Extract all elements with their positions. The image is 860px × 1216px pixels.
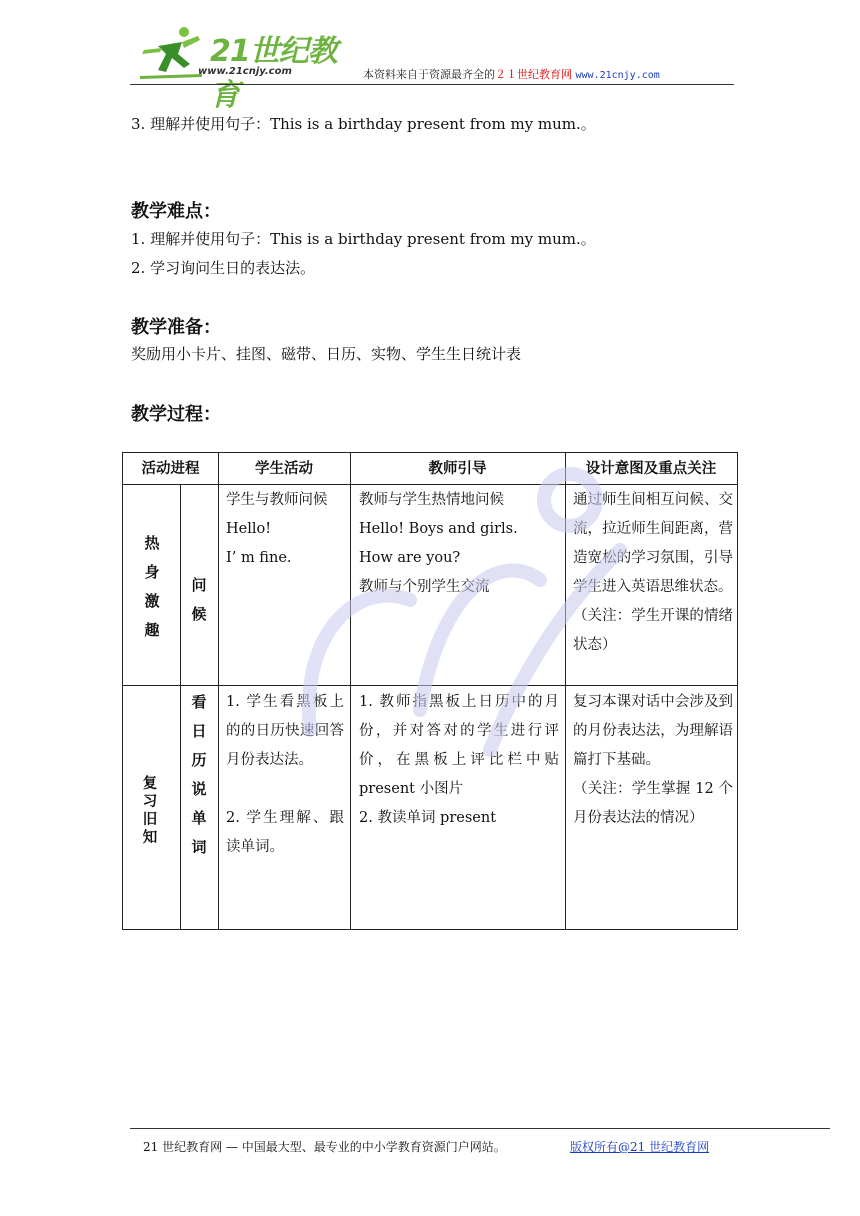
row1-design-text: 通过师生间相互问候、交流，拉近师生间距离，营造宽松的学习氛围，引导学生进入英语思维状态。 [573, 492, 733, 595]
header-design: 设计意图及重点关注 [585, 461, 717, 477]
process-table [122, 452, 738, 930]
row2-student-line-2: 2. 学生理解、跟读单词。 [226, 810, 344, 855]
row1-teacher-line-4: 教师与个别学生交流 [359, 579, 490, 595]
row1-student-line-2: Hello! [226, 521, 272, 537]
row2-student-line-1: 1. 学生看黑板上的的日历快速回答月份表达法。 [226, 694, 344, 768]
header-stage: 活动进程 [141, 461, 200, 477]
row1-teacher-line-2: Hello! Boys and girls. [359, 521, 518, 537]
row1-teacher-line-3: How are you? [359, 550, 461, 566]
header-note [363, 66, 660, 82]
row2-teacher-line-2: 2. 教读单词 present [359, 810, 497, 826]
row2-design-text: 复习本课对话中会涉及到的月份表达法，为理解语篇打下基础。 [573, 694, 733, 768]
row1-student [226, 486, 344, 573]
row1-teacher [359, 486, 559, 602]
row1-student-line-1: 学生与教师问候 [226, 492, 328, 508]
table-header-divider [123, 484, 737, 485]
footer-copyright-link[interactable]: 版权所有@21 世纪教育网 [570, 1140, 710, 1154]
header-student: 学生活动 [255, 461, 313, 477]
header-divider [130, 84, 734, 85]
difficulty-item-1: 1. 理解并使用句子：This is a birthday present from my mum.。 [131, 230, 596, 248]
prep-text: 奖励用小卡片、挂图、磁带、日历、实物、学生生日统计表 [131, 345, 522, 363]
header-note-brand: ２１世纪教育网 [495, 68, 572, 81]
table-col-divider-2 [350, 453, 351, 930]
footer-text: 21 世纪教育网 — 中国最大型、最专业的中小学教育资源门户网站。 [143, 1140, 506, 1154]
row2-stage: 复习旧知 [142, 776, 158, 846]
table-col-divider-1 [218, 453, 219, 930]
process-heading: 教学过程： [131, 404, 221, 425]
row2-design-note: （关注：学生掌握 12 个月份表达法的情况） [573, 781, 733, 826]
row2-student [226, 688, 344, 862]
table-col-divider-3 [565, 453, 566, 930]
table-row-divider [123, 685, 737, 686]
row1-stage: 热身激趣 [144, 534, 160, 639]
row1-sub: 问候 [191, 576, 207, 623]
footer-divider [130, 1128, 830, 1129]
row1-teacher-line-1: 教师与学生热情地问候 [359, 492, 504, 508]
row2-design [573, 688, 733, 833]
header-teacher: 教师引导 [428, 461, 487, 477]
header-note-url[interactable]: www.21cnjy.com [575, 70, 660, 81]
row2-teacher-line-1: 1. 教师指黑板上日历中的月份，并对答对的学生进行评价，在黑板上评比栏中贴 present 小图片 [359, 694, 559, 797]
row1-student-line-3: I’ m fine. [226, 550, 292, 566]
difficulty-heading: 教学难点： [131, 201, 221, 222]
logo-url: www.21cnjy.com [198, 66, 292, 77]
logo [138, 24, 358, 113]
row2-sub: 看日历说单词 [191, 693, 207, 856]
row1-design [573, 486, 733, 660]
objective-item-3: 3. 理解并使用句子：This is a birthday present from my mum.。 [131, 115, 596, 133]
difficulty-item-2: 2. 学习询问生日的表达法。 [131, 259, 316, 277]
page-header [130, 20, 734, 113]
header-note-prefix: 本资料来自于资源最齐全的 [363, 68, 495, 81]
prep-heading: 教学准备： [131, 317, 221, 338]
table-stage-divider [180, 484, 181, 930]
row2-teacher [359, 688, 559, 833]
row1-design-note: （关注：学生开课的情绪状态） [573, 608, 733, 653]
logo-text: 21世纪教育 [210, 34, 337, 113]
